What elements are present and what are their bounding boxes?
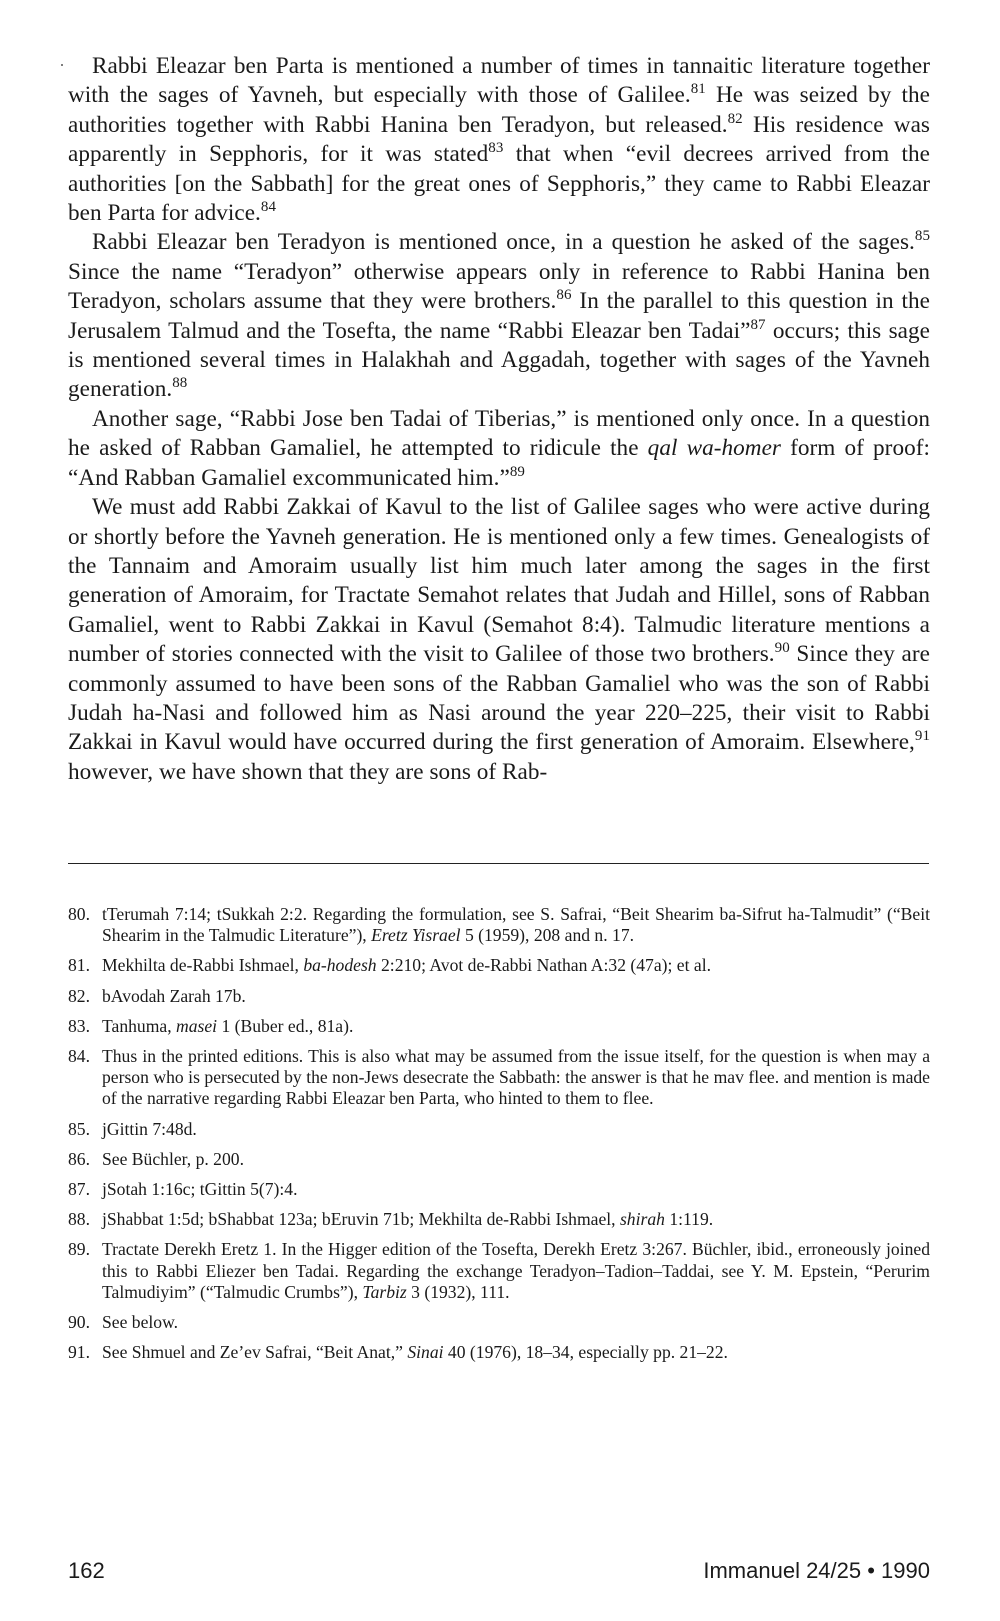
- footnote-text: [102, 1119, 930, 1140]
- footnote: [68, 1342, 930, 1363]
- paragraph: [68, 52, 930, 228]
- footnote-ref: 81: [690, 81, 706, 98]
- paragraph-text: however, we have shown that they are sons of Rab-: [68, 758, 548, 785]
- footnote-segment: jGittin 7:48d.: [102, 1118, 197, 1139]
- paragraph-text: that when “evil decrees arrived from the authorities [on the Sabbath] for the great ones of Sepphoris,” they came to Rabbi Eleazar ben Parta for advice.: [68, 141, 931, 227]
- footnote-text: [102, 1239, 930, 1303]
- paragraph: [68, 228, 930, 404]
- footnote-text: [102, 1312, 930, 1333]
- footnote-segment: Tractate Derekh Eretz 1. In the Higger edition of the Tosefta, Derekh Eretz 3:267. Büchler, ibid., erroneously joined this to Rabbi Eliezer ben Tadai. Regarding the exchange Teradyon–Tadion–Taddai, see Y. M. Epstein, “Perurim Talmudiyim” (“Talmudic Crumbs”),: [102, 1239, 930, 1302]
- footnotes: [68, 904, 930, 1372]
- paragraph-text: In the parallel to this question in the Jerusalem Talmud and the Tosefta, the name “Rabbi Eleazar ben Tadai”: [68, 288, 930, 344]
- footnote-italic: Sinai: [407, 1342, 444, 1363]
- stray-dot-mark: [61, 64, 63, 66]
- footnote-italic: ba-hodesh: [303, 955, 377, 976]
- paragraph: [68, 405, 930, 493]
- paragraph-text: Another sage, “Rabbi Jose ben Tadai of Tiberias,” is mentioned only once. In a question he asked of Rabban Gamaliel, he attempted to ridicule the: [68, 405, 930, 462]
- footnote: [68, 1046, 930, 1110]
- footnote: [68, 1179, 930, 1200]
- footnote-ref: 89: [509, 463, 525, 480]
- footnote: [68, 1149, 930, 1170]
- footnote-segment: 40 (1976), 18–34, especially pp. 21–22.: [443, 1342, 728, 1363]
- footnote-segment: 3 (1932), 111.: [406, 1281, 510, 1302]
- footnote-text: [102, 986, 930, 1007]
- footnote-segment: 1 (Buber ed., 81a).: [217, 1015, 354, 1036]
- footnote-ref: 83: [488, 140, 504, 157]
- footnote-segment: 1:119.: [664, 1209, 714, 1230]
- footnote-ref: 87: [750, 316, 766, 333]
- paragraph: [68, 493, 930, 787]
- footnote: [68, 1239, 930, 1303]
- footnote-text: [102, 904, 930, 946]
- footnote-ref: 86: [556, 287, 572, 304]
- footnote-segment: bAvodah Zarah 17b.: [102, 985, 246, 1006]
- footnote-italic: shirah: [619, 1209, 665, 1230]
- footnote-segment: jShabbat 1:5d; bShabbat 123a; bEruvin 71b; Mekhilta de-Rabbi Ishmael,: [102, 1209, 620, 1230]
- footnote-number: 88.: [68, 1209, 90, 1230]
- footnote-text: [102, 1149, 930, 1170]
- body-text: [68, 52, 930, 787]
- footnote-segment: Tanhuma,: [102, 1015, 177, 1036]
- paragraph-text: Rabbi Eleazar ben Teradyon is mentioned once, in a question he asked of the sages.: [92, 229, 915, 256]
- footnote-text: [102, 1179, 930, 1200]
- footnote-number: 82.: [68, 985, 90, 1006]
- footnote-segment: See Shmuel and Ze’ev Safrai, “Beit Anat,”: [102, 1342, 408, 1363]
- footnote-number: 91.: [68, 1342, 90, 1363]
- footnote: [68, 1016, 930, 1037]
- footnote-segment: Thus in the printed editions. This is also what may be assumed from the issue itself, for the question is when may a person who is persecuted by the non-Jews desecrate the Sabbath: the answer is that he mav flee. and mention is made of the narrative regarding Rabbi Eleazar ben Parta, who hinted to them to flee.: [102, 1046, 930, 1109]
- footnote: [68, 1312, 930, 1333]
- footnote: [68, 1209, 930, 1230]
- footnote-number: 84.: [68, 1046, 90, 1067]
- main-text: [68, 52, 930, 787]
- footnote-italic: masei: [176, 1015, 218, 1036]
- footnote-ref: 91: [914, 728, 930, 745]
- footnote-ref: 82: [727, 110, 743, 127]
- footnote: [68, 955, 930, 976]
- footnote-ref: 88: [172, 375, 188, 392]
- footnote-text: [102, 1016, 930, 1037]
- footnote: [68, 1119, 930, 1140]
- footnote-ref: 84: [260, 199, 277, 216]
- footnote-text: [102, 955, 930, 976]
- footnote-italic: Tarbiz: [362, 1281, 407, 1302]
- footnote-number: 81.: [68, 955, 90, 976]
- page-footer: [68, 1558, 930, 1584]
- footnote-segment: See below.: [102, 1312, 179, 1333]
- footnote-number: 80.: [68, 904, 90, 924]
- footnote-number: 85.: [68, 1118, 90, 1139]
- footnote-number: 90.: [68, 1312, 90, 1333]
- footnote-italic: Eretz Yisrael: [371, 925, 461, 946]
- paragraph-text: He was seized by the authorities together with Rabbi Hanina ben Teradyon, but released.: [68, 82, 930, 138]
- footnote-number: 87.: [68, 1179, 90, 1200]
- footnote-ref: 85: [914, 228, 930, 245]
- journal-citation: Immanuel 24/25 • 1990: [703, 1558, 930, 1583]
- paragraph-text: Since the name “Teradyon” otherwise appears only in reference to Rabbi Hanina ben Teradyon, scholars assume that they were brothers.: [68, 258, 930, 315]
- italic-term: qal wa-homer: [647, 435, 781, 462]
- footnote-segment: Mekhilta de-Rabbi Ishmael,: [102, 955, 304, 976]
- paragraph-text: form of proof: “And Rabban Gamaliel excommunicated him.”: [68, 435, 931, 491]
- paragraph-text: occurs; this sage is mentioned several times in Halakhah and Aggadah, together with sages of the Yavneh generation.: [68, 317, 930, 403]
- footnote-ref: 90: [774, 640, 790, 657]
- footnote-text: [102, 1046, 930, 1110]
- footnote: [68, 986, 930, 1007]
- footnote-number: 83.: [68, 1015, 90, 1036]
- footnote-segment: 5 (1959), 208 and n. 17.: [460, 925, 635, 946]
- paragraph-text: His residence was apparently in Sepphoris, for it was stated: [68, 111, 930, 168]
- paragraph-text: Rabbi Eleazar ben Parta is mentioned a number of times in tannaitic literature together with the sages of Yavneh, but especially with those of Galilee.: [68, 53, 930, 109]
- footnote-number: 86.: [68, 1148, 90, 1169]
- footnote-divider: [68, 863, 929, 864]
- footnote-number: 89.: [68, 1239, 90, 1260]
- footnote: [68, 904, 930, 946]
- footnote-text: [102, 1209, 930, 1230]
- footnote-segment: jSotah 1:16c; tGittin 5(7):4.: [102, 1179, 298, 1200]
- footnote-segment: See Büchler, p. 200.: [102, 1148, 244, 1169]
- footnote-segment: 2:210; Avot de-Rabbi Nathan A:32 (47a); et al.: [376, 955, 711, 976]
- page-number: 162: [68, 1558, 105, 1583]
- paragraph-text: Since they are commonly assumed to have been sons of the Rabban Gamaliel who was the son of Rabbi Judah ha-Nasi and followed him as Nasi around the year 220–225, their visit to Rabbi Zakkai in Kavul would have occurred during the first generation of Amoraim. Elsewhere,: [68, 641, 930, 756]
- paragraph-text: We must add Rabbi Zakkai of Kavul to the list of Galilee sages who were active during or shortly before the Yavneh generation. He is mentioned only a few times. Genealogists of the Tannaim and Amoraim usually list him much later among the sages in the first generation of Amoraim, for Tractate Semahot relates that Judah and Hillel, sons of Rabban Gamaliel, went to Rabbi Zakkai in Kavul (Semahot 8:4). Talmudic literature mentions a number of stories connected with the visit to Galilee of those two brothers.: [68, 494, 930, 668]
- footnote-text: [102, 1342, 930, 1363]
- footnote-segment: tTerumah 7:14; tSukkah 2:2. Regarding the formulation, see S. Safrai, “Beit Shearim ba-Sifrut ha-Talmudit” (“Beit Shearim in the Talmudic Literature”),: [102, 904, 930, 946]
